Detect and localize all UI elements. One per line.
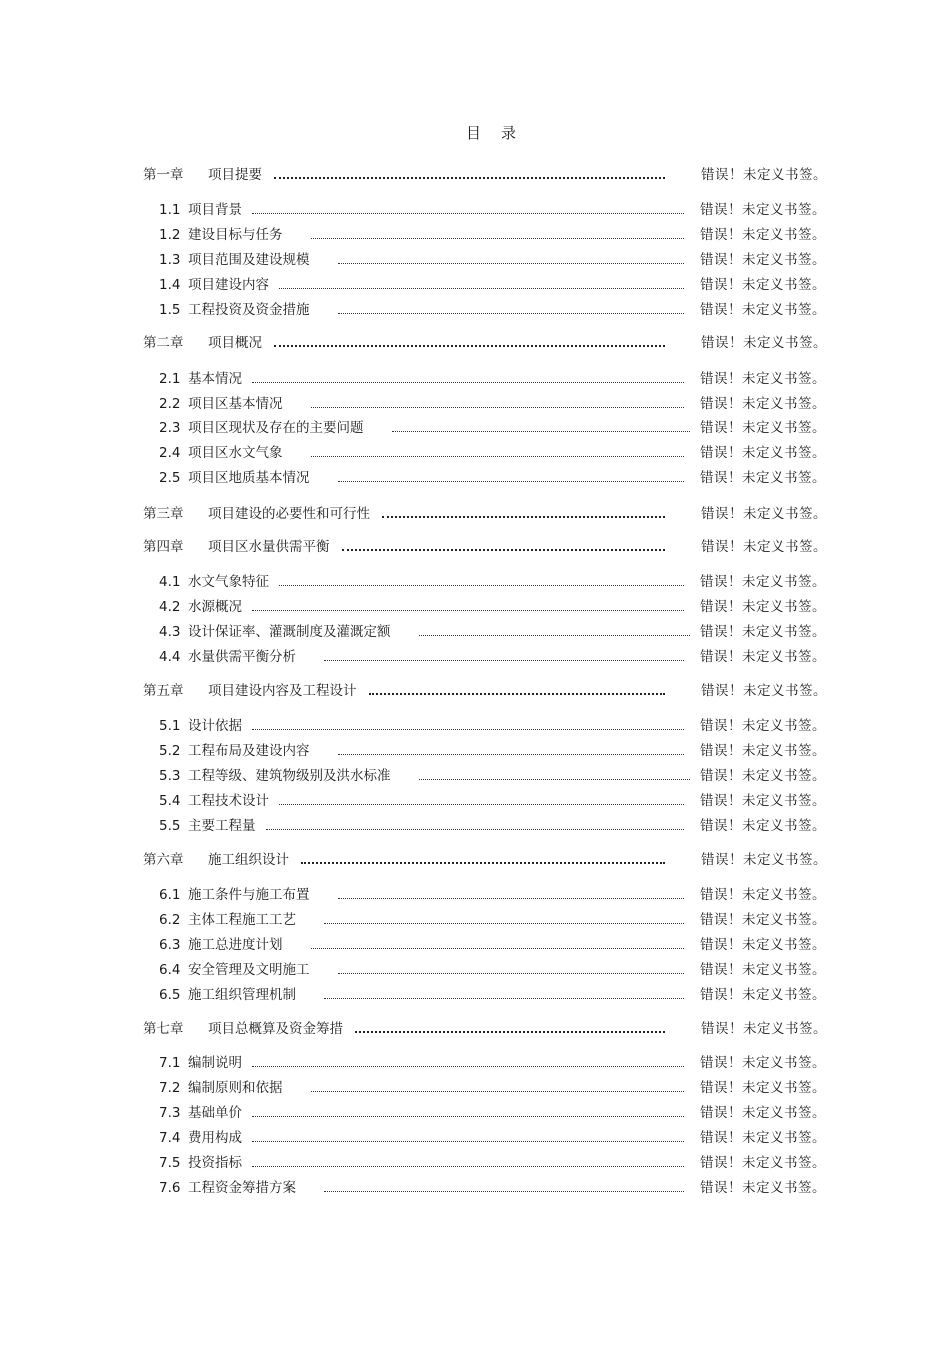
toc-section-entry[interactable] <box>0 597 950 617</box>
toc-entry-label: 项目总概算及资金筹措 <box>208 1021 343 1037</box>
toc-entry-label: 项目建设内容 <box>188 277 269 293</box>
toc-entry-number: 7.3 <box>159 1105 181 1121</box>
toc-dot-leader <box>338 481 685 482</box>
toc-section-entry[interactable] <box>0 741 950 761</box>
toc-dot-leader <box>279 585 684 586</box>
toc-section-entry[interactable] <box>0 885 950 905</box>
toc-dot-leader <box>252 1141 684 1142</box>
toc-entry-label: 施工条件与施工布置 <box>188 887 310 903</box>
toc-section-entry[interactable] <box>0 418 950 438</box>
toc-entry-number: 1.5 <box>159 302 181 318</box>
toc-dot-leader <box>252 729 684 730</box>
toc-dot-leader <box>324 998 684 999</box>
toc-section-entry[interactable] <box>0 622 950 642</box>
toc-entry-label: 工程技术设计 <box>188 793 269 809</box>
toc-dot-leader <box>392 431 691 432</box>
toc-entry-number: 4.3 <box>159 624 181 640</box>
toc-entry-label: 建设目标与任务 <box>188 227 283 243</box>
toc-entry-number: 5.2 <box>159 743 181 759</box>
toc-entry-page-ref: 错误！未定义书签。 <box>700 743 826 759</box>
toc-dot-leader <box>338 263 685 264</box>
toc-section-entry[interactable] <box>0 468 950 488</box>
toc-entry-label: 工程投资及资金措施 <box>188 302 310 318</box>
toc-section-entry[interactable] <box>0 275 950 295</box>
toc-dot-leader <box>382 516 665 518</box>
toc-entry-label: 基础单价 <box>188 1105 242 1121</box>
toc-dot-leader <box>338 754 685 755</box>
toc-entry-page-ref: 错误！未定义书签。 <box>700 1155 826 1171</box>
toc-dot-leader <box>311 948 685 949</box>
toc-chapter-entry[interactable] <box>0 165 950 185</box>
toc-dot-leader <box>252 1116 684 1117</box>
toc-entry-number: 第一章 <box>143 167 184 183</box>
toc-section-entry[interactable] <box>0 716 950 736</box>
toc-entry-number: 7.2 <box>159 1080 181 1096</box>
toc-entry-number: 第三章 <box>143 506 184 522</box>
toc-entry-page-ref: 错误！未定义书签。 <box>701 167 827 183</box>
toc-dot-leader <box>311 238 685 239</box>
toc-dot-leader <box>338 313 685 314</box>
toc-entry-number: 第五章 <box>143 683 184 699</box>
toc-dot-leader <box>355 1031 665 1033</box>
toc-entry-label: 设计保证率、灌溉制度及灌溉定额 <box>188 624 391 640</box>
toc-entry-label: 工程布局及建设内容 <box>188 743 310 759</box>
toc-dot-leader <box>252 1166 684 1167</box>
toc-dot-leader <box>252 382 684 383</box>
toc-entry-label: 主体工程施工工艺 <box>188 912 296 928</box>
toc-entry-page-ref: 错误！未定义书签。 <box>700 1105 826 1121</box>
toc-entry-label: 施工总进度计划 <box>188 937 283 953</box>
toc-entry-number: 7.5 <box>159 1155 181 1171</box>
toc-dot-leader <box>301 862 665 864</box>
toc-dot-leader <box>266 829 685 830</box>
toc-entry-label: 项目区现状及存在的主要问题 <box>188 420 364 436</box>
toc-entry-number: 6.4 <box>159 962 181 978</box>
toc-entry-label: 项目范围及建设规模 <box>188 252 310 268</box>
toc-entry-page-ref: 错误！未定义书签。 <box>700 470 826 486</box>
toc-entry-number: 1.2 <box>159 227 181 243</box>
toc-entry-page-ref: 错误！未定义书签。 <box>700 277 826 293</box>
toc-dot-leader <box>274 177 665 179</box>
toc-dot-leader <box>342 549 666 551</box>
toc-section-entry[interactable] <box>0 910 950 930</box>
toc-entry-label: 基本情况 <box>188 371 242 387</box>
toc-entry-page-ref: 错误！未定义书签。 <box>700 574 826 590</box>
toc-entry-label: 施工组织管理机制 <box>188 987 296 1003</box>
toc-entry-number: 第四章 <box>143 539 184 555</box>
toc-entry-label: 水量供需平衡分析 <box>188 649 296 665</box>
toc-section-entry[interactable] <box>0 816 950 836</box>
toc-entry-number: 第七章 <box>143 1021 184 1037</box>
toc-entry-page-ref: 错误！未定义书签。 <box>700 987 826 1003</box>
toc-entry-number: 5.5 <box>159 818 181 834</box>
toc-entry-page-ref: 错误！未定义书签。 <box>700 1080 826 1096</box>
toc-title <box>0 122 950 143</box>
toc-entry-page-ref: 错误！未定义书签。 <box>700 624 826 640</box>
toc-entry-number: 第六章 <box>143 852 184 868</box>
toc-entry-number: 2.3 <box>159 420 181 436</box>
toc-dot-leader <box>419 635 691 636</box>
toc-entry-page-ref: 错误！未定义书签。 <box>701 506 827 522</box>
toc-entry-number: 6.2 <box>159 912 181 928</box>
toc-section-entry[interactable] <box>0 985 950 1005</box>
toc-entry-page-ref: 错误！未定义书签。 <box>700 1180 826 1196</box>
toc-section-entry[interactable] <box>0 250 950 270</box>
toc-entry-number: 2.2 <box>159 396 181 412</box>
toc-dot-leader <box>274 345 665 347</box>
toc-entry-label: 水文气象特征 <box>188 574 269 590</box>
toc-chapter-entry[interactable] <box>0 850 950 870</box>
toc-entry-page-ref: 错误！未定义书签。 <box>700 912 826 928</box>
toc-section-entry[interactable] <box>0 443 950 463</box>
toc-entry-number: 7.1 <box>159 1055 181 1071</box>
toc-entry-number: 第二章 <box>143 335 184 351</box>
toc-entry-page-ref: 错误！未定义书签。 <box>700 302 826 318</box>
toc-entry-page-ref: 错误！未定义书签。 <box>700 937 826 953</box>
toc-section-entry[interactable] <box>0 300 950 320</box>
toc-entry-page-ref: 错误！未定义书签。 <box>700 252 826 268</box>
toc-entry-label: 项目提要 <box>208 167 262 183</box>
toc-section-entry[interactable] <box>0 1178 950 1198</box>
toc-entry-page-ref: 错误！未定义书签。 <box>700 599 826 615</box>
toc-entry-page-ref: 错误！未定义书签。 <box>701 1021 827 1037</box>
toc-section-entry[interactable] <box>0 1078 950 1098</box>
toc-entry-page-ref: 错误！未定义书签。 <box>700 420 826 436</box>
toc-entry-page-ref: 错误！未定义书签。 <box>700 718 826 734</box>
toc-entry-number: 5.1 <box>159 718 181 734</box>
toc-dot-leader <box>324 660 684 661</box>
toc-entry-number: 4.4 <box>159 649 181 665</box>
toc-entry-label: 施工组织设计 <box>208 852 289 868</box>
toc-entry-label: 编制说明 <box>188 1055 242 1071</box>
toc-section-entry[interactable] <box>0 766 950 786</box>
toc-section-entry[interactable] <box>0 791 950 811</box>
toc-entry-label: 工程资金筹措方案 <box>188 1180 296 1196</box>
toc-entry-page-ref: 错误！未定义书签。 <box>701 852 827 868</box>
toc-chapter-entry[interactable] <box>0 537 950 557</box>
toc-entry-label: 项目建设内容及工程设计 <box>208 683 357 699</box>
toc-entry-label: 项目区水文气象 <box>188 445 283 461</box>
toc-entry-number: 5.4 <box>159 793 181 809</box>
toc-section-entry[interactable] <box>0 369 950 389</box>
toc-section-entry[interactable] <box>0 1103 950 1123</box>
toc-entry-number: 7.4 <box>159 1130 181 1146</box>
toc-section-entry[interactable] <box>0 960 950 980</box>
toc-entry-label: 项目概况 <box>208 335 262 351</box>
toc-dot-leader <box>311 407 685 408</box>
toc-dot-leader <box>252 610 684 611</box>
toc-entry-page-ref: 错误！未定义书签。 <box>700 202 826 218</box>
toc-entry-number: 6.1 <box>159 887 181 903</box>
toc-entry-page-ref: 错误！未定义书签。 <box>700 445 826 461</box>
toc-entry-page-ref: 错误！未定义书签。 <box>700 962 826 978</box>
toc-entry-page-ref: 错误！未定义书签。 <box>700 396 826 412</box>
toc-entry-number: 5.3 <box>159 768 181 784</box>
toc-dot-leader <box>338 973 685 974</box>
toc-dot-leader <box>324 923 684 924</box>
toc-entry-number: 1.4 <box>159 277 181 293</box>
toc-entry-label: 设计依据 <box>188 718 242 734</box>
toc-dot-leader <box>369 693 666 695</box>
toc-title-right: 录 <box>501 124 517 142</box>
toc-entry-label: 项目建设的必要性和可行性 <box>208 506 370 522</box>
toc-entry-number: 6.5 <box>159 987 181 1003</box>
toc-entry-page-ref: 错误！未定义书签。 <box>700 371 826 387</box>
toc-entry-label: 项目背景 <box>188 202 242 218</box>
toc-title-left: 目 <box>465 124 481 142</box>
toc-entry-number: 4.2 <box>159 599 181 615</box>
toc-entry-page-ref: 错误！未定义书签。 <box>700 818 826 834</box>
toc-entry-number: 7.6 <box>159 1180 181 1196</box>
toc-entry-number: 2.4 <box>159 445 181 461</box>
toc-chapter-entry[interactable] <box>0 1019 950 1039</box>
toc-entry-page-ref: 错误！未定义书签。 <box>700 1130 826 1146</box>
toc-dot-leader <box>252 1066 684 1067</box>
toc-chapter-entry[interactable] <box>0 504 950 524</box>
toc-entry-page-ref: 错误！未定义书签。 <box>701 335 827 351</box>
toc-entry-page-ref: 错误！未定义书签。 <box>701 683 827 699</box>
toc-entry-page-ref: 错误！未定义书签。 <box>700 887 826 903</box>
toc-dot-leader <box>279 288 684 289</box>
toc-section-entry[interactable] <box>0 647 950 667</box>
toc-entry-page-ref: 错误！未定义书签。 <box>700 649 826 665</box>
toc-dot-leader <box>338 898 685 899</box>
toc-entry-page-ref: 错误！未定义书签。 <box>700 227 826 243</box>
toc-entry-label: 安全管理及文明施工 <box>188 962 310 978</box>
toc-entry-label: 工程等级、建筑物级别及洪水标准 <box>188 768 391 784</box>
toc-entry-label: 项目区基本情况 <box>188 396 283 412</box>
toc-section-entry[interactable] <box>0 1153 950 1173</box>
toc-section-entry[interactable] <box>0 572 950 592</box>
toc-entry-label: 编制原则和依据 <box>188 1080 283 1096</box>
toc-entry-number: 2.1 <box>159 371 181 387</box>
toc-entry-number: 1.1 <box>159 202 181 218</box>
toc-entry-label: 水源概况 <box>188 599 242 615</box>
toc-section-entry[interactable] <box>0 394 950 414</box>
toc-dot-leader <box>311 456 685 457</box>
toc-entry-label: 主要工程量 <box>188 818 256 834</box>
toc-entry-label: 费用构成 <box>188 1130 242 1146</box>
toc-entry-label: 投资指标 <box>188 1155 242 1171</box>
toc-entry-label: 项目区地质基本情况 <box>188 470 310 486</box>
toc-entry-page-ref: 错误！未定义书签。 <box>700 1055 826 1071</box>
toc-dot-leader <box>324 1191 684 1192</box>
toc-entry-page-ref: 错误！未定义书签。 <box>700 793 826 809</box>
toc-section-entry[interactable] <box>0 1128 950 1148</box>
toc-section-entry[interactable] <box>0 200 950 220</box>
toc-section-entry[interactable] <box>0 1053 950 1073</box>
toc-entry-number: 6.3 <box>159 937 181 953</box>
toc-section-entry[interactable] <box>0 225 950 245</box>
toc-section-entry[interactable] <box>0 935 950 955</box>
toc-dot-leader <box>311 1091 685 1092</box>
toc-dot-leader <box>419 779 691 780</box>
toc-entry-number: 2.5 <box>159 470 181 486</box>
toc-entry-number: 4.1 <box>159 574 181 590</box>
toc-dot-leader <box>252 213 684 214</box>
toc-dot-leader <box>279 804 684 805</box>
toc-entry-label: 项目区水量供需平衡 <box>208 539 330 555</box>
toc-entry-number: 1.3 <box>159 252 181 268</box>
toc-entry-page-ref: 错误！未定义书签。 <box>700 768 826 784</box>
toc-entry-page-ref: 错误！未定义书签。 <box>701 539 827 555</box>
toc-chapter-entry[interactable] <box>0 333 950 353</box>
toc-chapter-entry[interactable] <box>0 681 950 701</box>
